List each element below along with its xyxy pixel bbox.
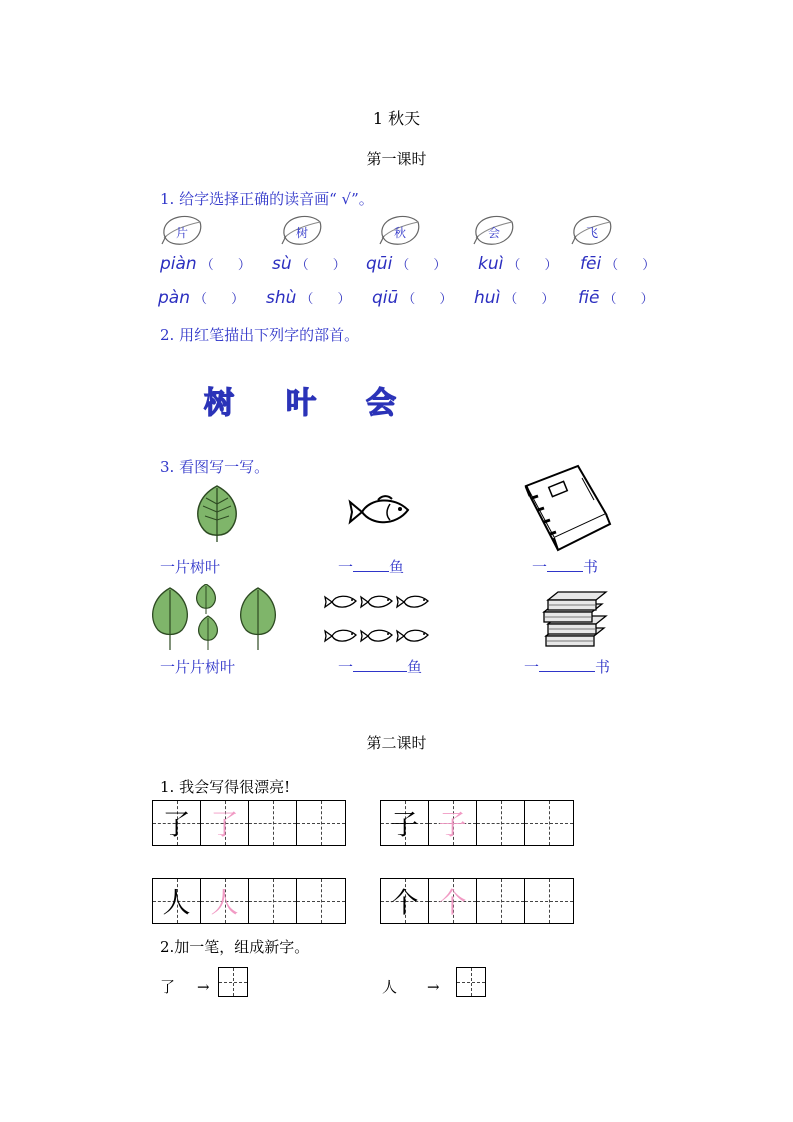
leaf-bubble-icon	[570, 212, 614, 248]
trace-char: 个	[438, 886, 467, 919]
tianzige-grid	[380, 878, 574, 924]
grid-cell[interactable]	[525, 879, 573, 923]
caption-book-1	[532, 556, 598, 577]
caption-book-1-pre: 一	[532, 558, 548, 576]
pinyin-text: huì	[474, 288, 501, 308]
model-char: 个	[390, 886, 419, 919]
grid-cell[interactable]	[297, 801, 345, 845]
page-title: 1 秋天	[372, 109, 421, 128]
model-char: 子	[390, 808, 419, 841]
grid-cell[interactable]	[297, 879, 345, 923]
fish-group-icon	[322, 590, 434, 650]
caption-fish-1	[338, 556, 404, 577]
pinyin-option[interactable]	[366, 254, 456, 274]
answer-paren[interactable]: （ ）	[396, 258, 457, 273]
add-stroke-item-1	[160, 976, 248, 997]
pinyin-option[interactable]	[478, 254, 567, 274]
q3-prompt: 3. 看图写一写。	[160, 458, 270, 476]
pinyin-option[interactable]	[160, 254, 261, 274]
tianzige-grid	[380, 800, 574, 846]
leaf-bubble-icon	[280, 212, 324, 248]
lesson1-heading: 第一课时	[366, 150, 427, 168]
caption-fish-1-post: 鱼	[389, 558, 405, 576]
pinyin-text: kuì	[478, 254, 504, 274]
grid-cell[interactable]	[525, 801, 573, 845]
answer-blank[interactable]	[547, 571, 583, 572]
grid-cell	[429, 879, 477, 923]
book-icon	[520, 462, 612, 554]
grid-cell[interactable]	[477, 801, 525, 845]
grid-cell	[429, 801, 477, 845]
answer-paren[interactable]: （ ）	[504, 292, 565, 307]
caption-book-1-post: 书	[583, 558, 599, 576]
answer-paren[interactable]: （ ）	[603, 292, 664, 307]
grid-cell	[381, 801, 429, 845]
grid-cell	[153, 801, 201, 845]
answer-paren[interactable]: （ ）	[193, 292, 255, 307]
leaf-char: 片	[175, 226, 188, 240]
q1-prompt: 1. 给字选择正确的读音画“ √”。	[160, 190, 374, 208]
answer-paren[interactable]: （ ）	[507, 258, 568, 273]
trace-char: 子	[438, 808, 467, 841]
leaves-group-icon	[148, 584, 280, 654]
leaf-char: 飞	[585, 226, 598, 240]
pinyin-text: shù	[266, 288, 297, 308]
caption-fish-2	[338, 656, 422, 677]
answer-paren[interactable]: （ ）	[200, 258, 261, 273]
leaf-icon	[190, 482, 244, 544]
caption-book-2-pre: 一	[524, 658, 540, 676]
radical-char-shu: 树	[204, 386, 234, 421]
tianzige-grid	[152, 878, 346, 924]
leaf-char: 秋	[393, 226, 406, 240]
pinyin-text: fēi	[580, 254, 602, 274]
caption-book-2-post: 书	[595, 658, 611, 676]
caption-fish-2-pre: 一	[338, 658, 354, 676]
pinyin-text: qūi	[366, 254, 393, 274]
model-char: 人	[162, 886, 191, 919]
radical-char-ye: 叶	[286, 386, 316, 421]
lesson2-heading: 第二课时	[366, 734, 427, 752]
grid-cell	[201, 801, 249, 845]
pinyin-option[interactable]	[372, 288, 462, 308]
answer-blank[interactable]	[353, 671, 407, 672]
pinyin-text: qiū	[372, 288, 399, 308]
radical-char-hui: 会	[366, 386, 396, 421]
model-char: 了	[162, 808, 191, 841]
pinyin-text: sù	[272, 254, 292, 274]
tianzige-grid	[152, 800, 346, 846]
answer-box[interactable]	[218, 967, 248, 997]
pinyin-option[interactable]	[578, 288, 664, 308]
pinyin-text: pàn	[158, 288, 190, 308]
grid-cell[interactable]	[249, 801, 297, 845]
caption-fish-2-post: 鱼	[407, 658, 423, 676]
fish-icon	[348, 492, 414, 532]
grid-cell[interactable]	[249, 879, 297, 923]
grid-cell	[153, 879, 201, 923]
trace-char: 人	[210, 886, 239, 919]
pinyin-option[interactable]	[474, 288, 564, 308]
answer-paren[interactable]: （ ）	[605, 258, 666, 273]
base-char: 人	[382, 978, 398, 996]
leaf-char: 会	[487, 226, 500, 240]
arrow-icon: →	[427, 977, 440, 996]
answer-blank[interactable]	[539, 671, 595, 672]
base-char: 了	[160, 978, 176, 996]
arrow-icon: →	[197, 977, 210, 996]
leaf-char: 树	[295, 226, 308, 240]
trace-char: 了	[210, 808, 239, 841]
answer-box[interactable]	[456, 967, 486, 997]
answer-blank[interactable]	[353, 571, 389, 572]
pinyin-option[interactable]	[158, 288, 254, 308]
leaf-bubble-icon	[472, 212, 516, 248]
answer-paren[interactable]: （ ）	[300, 292, 361, 307]
pinyin-text: fiē	[578, 288, 600, 308]
l2-q1-prompt: 1. 我会写得很漂亮!	[160, 778, 291, 796]
leaf-bubble-icon	[160, 212, 204, 248]
pinyin-option[interactable]	[272, 254, 356, 274]
pinyin-option[interactable]	[580, 254, 665, 274]
leaf-bubble-icon	[378, 212, 422, 248]
pinyin-option[interactable]	[266, 288, 361, 308]
q2-prompt: 2. 用红笔描出下列字的部首。	[160, 326, 360, 344]
add-stroke-item-2	[382, 976, 486, 997]
pinyin-text: piàn	[160, 254, 197, 274]
caption-fish-1-pre: 一	[338, 558, 354, 576]
caption-book-2	[524, 656, 610, 677]
caption-leaves: 一片片树叶	[160, 658, 236, 676]
grid-cell[interactable]	[477, 879, 525, 923]
caption-one-leaf: 一片树叶	[160, 558, 221, 576]
grid-cell	[381, 879, 429, 923]
l2-q2-prompt: 2.加一笔，组成新字。	[160, 938, 310, 956]
answer-paren[interactable]: （ ）	[295, 258, 356, 273]
grid-cell	[201, 879, 249, 923]
answer-paren[interactable]: （ ）	[402, 292, 463, 307]
book-stack-icon	[540, 584, 610, 650]
